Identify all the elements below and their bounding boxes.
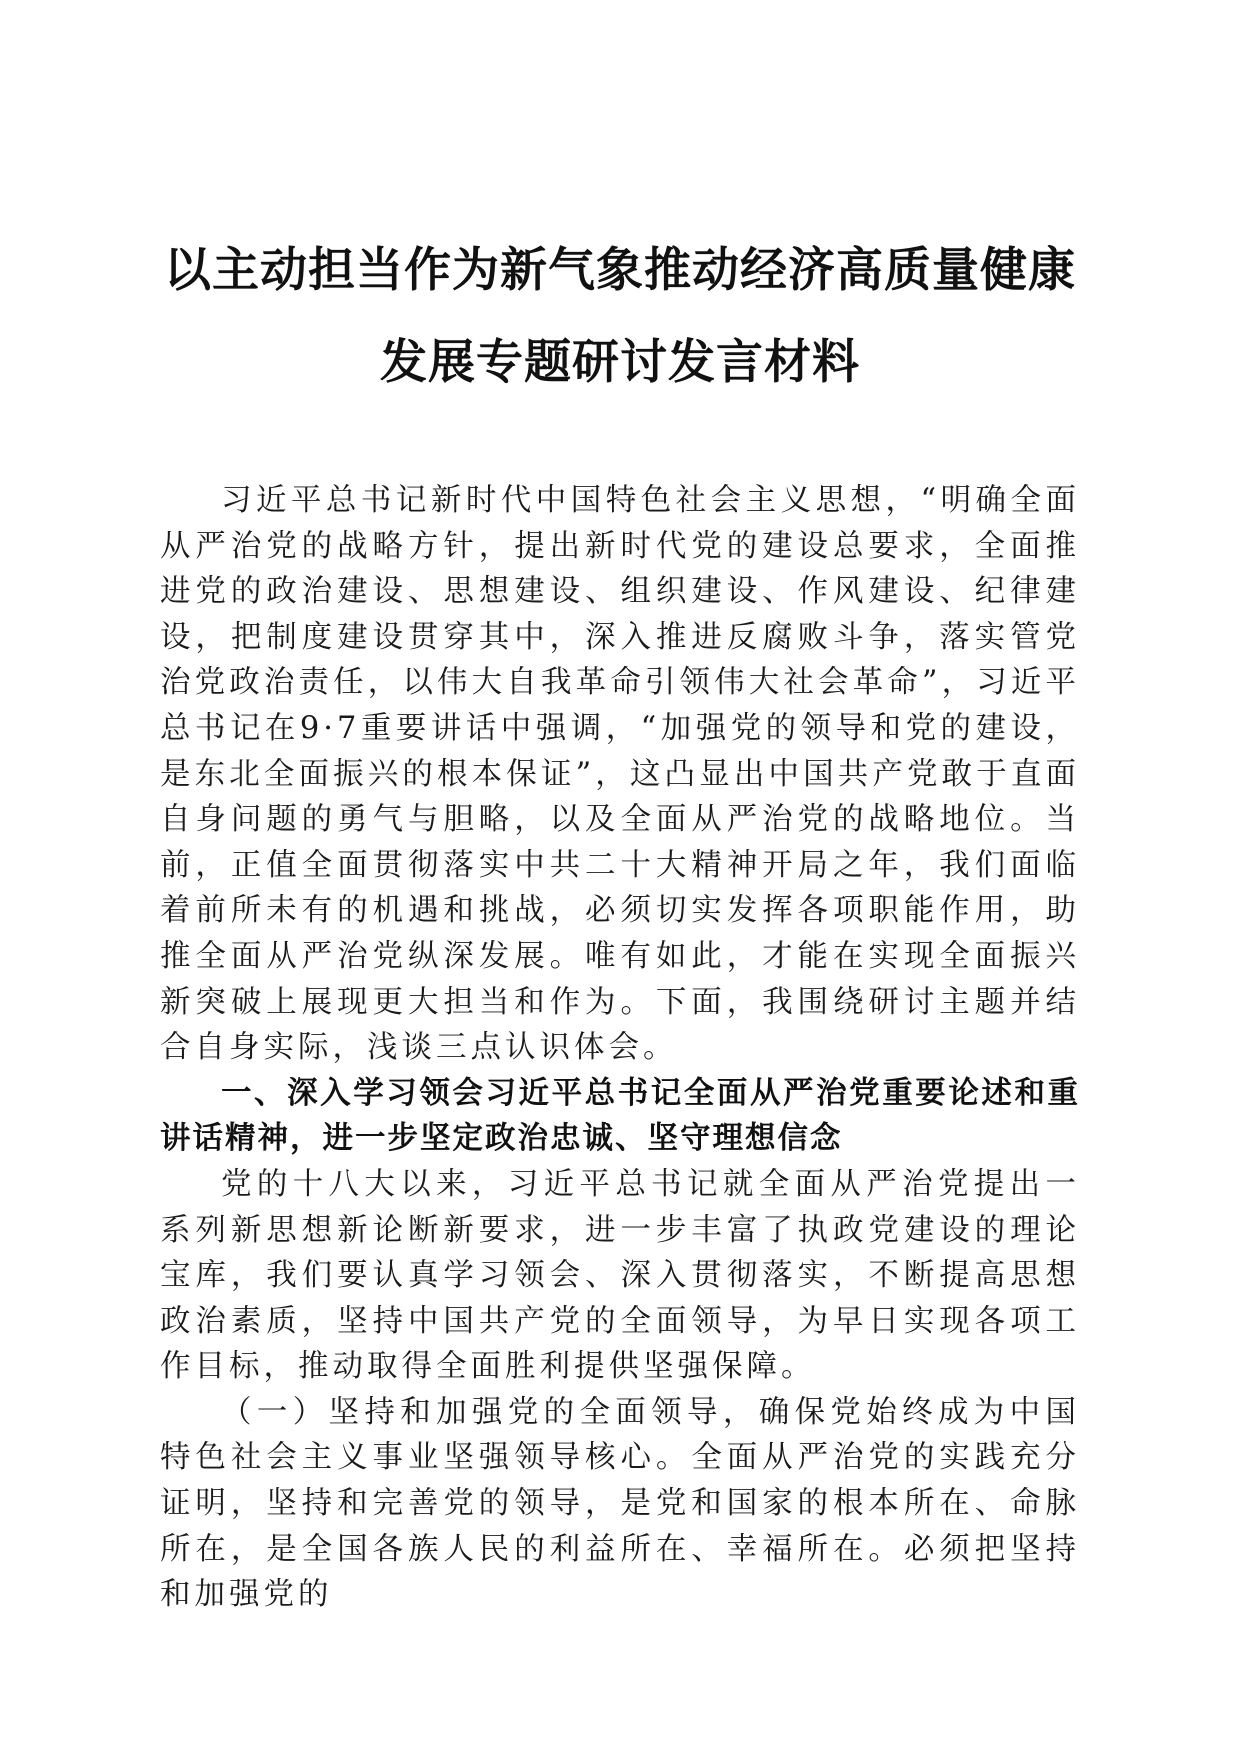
document-title: 以主动担当作为新气象推动经济高质量健康发展专题研讨发言材料 — [164, 243, 1076, 390]
intro-paragraph: 习近平总书记新时代中国特色社会主义思想，“明确全面从严治党的战略方针，提出新时代党的建设总要求，全面推进党的政治建设、思想建设、组织建设、作风建设、纪律建设，把制度建设贯穿其中，深入推进反腐败斗争，落实管党治党政治责任，以伟大自我革命引领伟大社会革命”，习近平总书记在9·7重要讲话中强调，“加强党的领导和党的建设，是东北全面振兴的根本保证”，这凸显出中国共产党敢于直面自身问题的勇气与胆略，以及全面从严治党的战略地位。当前，正值全面贯彻落实中共二十大精神开局之年，我们面临着前所未有的机遇和挑战，必须切实发挥各项职能作用，助推全面从严治党纵深发展。唯有如此，才能在实现全面振兴新突破上展现更大担当和作为。下面，我围绕研讨主题并结合自身实际，浅谈三点认识体会。 — [160, 483, 1080, 1066]
subsection-1-text: 全面从严治党的实践充分证明，坚持和完善党的领导，是党和国家的根本所在、命脉所在，是全国各族人民的利益所在、幸福所在。必须把坚持和加强党的 — [160, 1440, 1081, 1613]
section-1-paragraph: 党的十八大以来，习近平总书记就全面从严治党提出一系列新思想新论断新要求，进一步丰富了执政党建设的理论宝库，我们要认真学习领会、深入贯彻落实，不断提高思想政治素质，坚持中国共产党的全面领导，为早日实现各项工作目标，推动取得全面胜利提供坚强保障。 — [160, 1166, 1080, 1385]
subsection-1-lead: （一）坚持和加强党的全面领导，确保党始终成为中国特色社会主义事业坚强领导核心。 — [160, 1394, 1080, 1476]
document-body — [160, 478, 1080, 1618]
subsection-1-paragraph — [160, 1390, 1080, 1618]
section-heading-1: 一、深入学习领会习近平总书记全面从严治党重要论述和重讲话精神，进一步坚定政治忠诚、坚守理想信念 — [160, 1075, 1080, 1157]
